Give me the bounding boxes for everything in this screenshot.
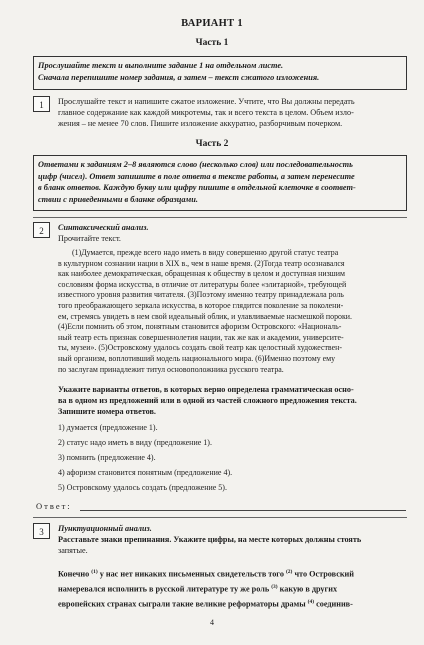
separator-before-task3 — [33, 517, 407, 518]
instruction1-line1: Прослушайте текст и выполните задание 1 на отдельном листе. — [38, 61, 284, 70]
separator-before-task2 — [33, 217, 407, 218]
task3-text-fragment: что Островский — [292, 569, 354, 579]
instruction2-line4: ствии с приведенными в бланке образцами. — [38, 194, 198, 204]
instruction2-line3: в бланк ответов. Каждую букву или цифру пишите в отдельной клеточке в соответ- — [38, 183, 356, 192]
task2-text-line: (1)Думается, прежде всего надо иметь в виду совершенно другой статус театра — [72, 248, 339, 257]
task3-text-fragment: у нас нет никаких письменных свидетельств того — [97, 569, 286, 579]
task2-text-line: сословиям форма искусства, в отличие от литературы более «элитарной», требующей — [58, 279, 347, 289]
instruction-box-part2 — [33, 155, 407, 211]
task3-text-line3 — [58, 596, 408, 611]
task3-instruction — [58, 534, 408, 556]
task2-option-3: 3) помнить (предложение 4). — [58, 453, 156, 462]
gap-marker-4: (4) — [307, 599, 315, 606]
instruction1-line2: Сначала перепишите номер задания, а затем – текст сжатого изложения. — [38, 72, 320, 82]
instruction2-line2: цифр (чисел). Ответ запишите в поле ответа в тексте работы, а затем перенесите — [38, 171, 355, 181]
task2-text-line: (4)Если помнить об этом, понятным становится афоризм Островского: «Националь- — [58, 322, 342, 332]
task3-text-fragment: Конечно — [58, 569, 92, 579]
task3-text-line1 — [58, 566, 408, 581]
task3-text — [58, 566, 408, 612]
answer-field[interactable] — [80, 510, 406, 511]
task2-text-line: ный театр есть признак совершеннолетия нации, так же как и академии, университе- — [58, 332, 344, 342]
page-number: 4 — [210, 618, 214, 627]
part2-heading: Часть 2 — [195, 139, 229, 149]
instruction-box-part1 — [33, 56, 407, 90]
task2-question-line: Укажите варианты ответов, в которых верно определена грамматическая осно- — [58, 385, 354, 394]
task3-text-line2 — [58, 581, 408, 596]
task3-instruction-line2: запятые. — [58, 546, 88, 556]
task2-option-4: 4) афоризм становится понятным (предложение 4). — [58, 468, 233, 477]
task3-text-fragment: соединив- — [314, 600, 353, 610]
task2-text-line: по заслугам принадлежит титул основоположника русского театра. — [58, 364, 284, 374]
task1-number: 1 — [33, 96, 50, 112]
task2-option-2: 2) статус надо иметь в виду (предложение 1). — [58, 438, 212, 447]
task2-title: Синтаксический анализ. — [58, 223, 149, 232]
answer-label: Ответ: — [36, 501, 72, 511]
gap-marker-3: (3) — [271, 584, 278, 591]
task2-option-1: 1) думается (предложение 1). — [58, 423, 158, 432]
task1-text — [58, 96, 408, 130]
instruction2-line1: Ответами к заданиям 2–8 являются слово (несколько слов) или последовательность — [38, 160, 353, 169]
task2-question-line: ва в одном из предложений или в одной из частей сложного предложения текста. — [58, 396, 357, 405]
task1-line3: жения – не менее 70 слов. Пишите изложение аккуратно, разборчивым почерком. — [58, 119, 343, 129]
task3-text-fragment: европейских странах сыграли такие великие реформаторы драмы — [58, 600, 308, 610]
task3-text-fragment: намеревался исполнить в русской литературе ту же роль — [58, 584, 272, 594]
task2-subtitle: Прочитайте текст. — [58, 234, 121, 244]
task2-option-5: 5) Островскому удалось создать (предложение 5). — [58, 483, 227, 492]
variant-title: ВАРИАНТ 1 — [181, 18, 243, 29]
task2-question — [58, 384, 408, 417]
task3-text-fragment: какую в других — [277, 584, 338, 594]
task2-text-line: в культурном сознании нации в XIX в., чем в наше время. (2)Тогда театр осознавался — [58, 258, 345, 268]
part1-heading: Часть 1 — [195, 38, 229, 48]
gap-marker-1: (1) — [91, 569, 98, 575]
task1-line2: главное содержание как каждой микротемы, так и всего текста в целом. Объем изло- — [58, 108, 354, 118]
task2-number: 2 — [33, 222, 50, 238]
task2-text-line: ный организм, воплотивший модель национального мира. (6)Именно поэтому ему — [58, 353, 336, 363]
task2-reading-text — [58, 248, 408, 375]
task2-text-line: ем, стремясь увидеть в нем свой идеальный облик, и улавливаемые насмешкой пороки. — [58, 311, 353, 321]
task3-title: Пунктуационный анализ. — [58, 524, 152, 533]
task1-line1: Прослушайте текст и напишите сжатое изложение. Учтите, что Вы должны передать — [58, 97, 355, 106]
gap-marker-2: (2) — [285, 569, 293, 575]
task2-header — [58, 222, 408, 244]
task2-text-line: известного уровня развития читателя. (3)Поэтому именно театру принадлежала роль — [58, 290, 344, 300]
task2-text-line: того преображающего зеркала искусства, в которое глядится поколение за поколени- — [58, 300, 344, 310]
task2-text-line: как наиболее демократическая, обращенная к обществу в целом и доступная низшим — [58, 269, 345, 279]
task2-text-line: ты, музеи». (5)Островскому удалось создать свой театр как целостный художествен- — [58, 343, 342, 353]
task2-question-line: Запишите номера ответов. — [58, 407, 156, 416]
task3-header — [58, 523, 408, 557]
task3-instruction-line1: Расставьте знаки препинания. Укажите цифры, на месте которых должны стоять — [58, 535, 362, 545]
task3-number: 3 — [33, 523, 50, 539]
